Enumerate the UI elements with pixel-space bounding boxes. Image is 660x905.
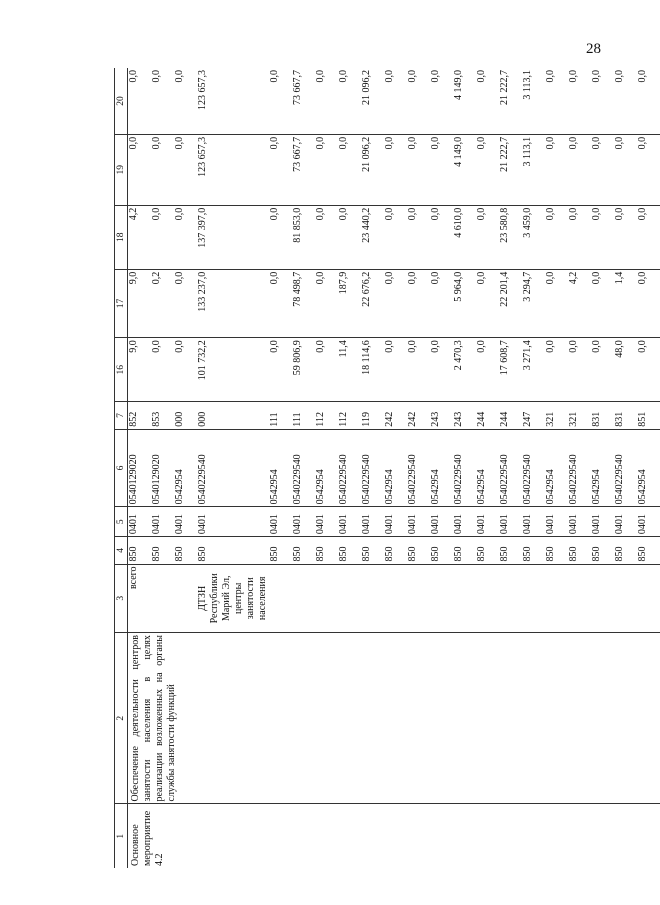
executor-cell bbox=[269, 564, 292, 633]
cell-c7: 111 bbox=[292, 402, 315, 429]
cell-c16: 48,0 bbox=[614, 338, 637, 402]
cell-c20: 0,0 bbox=[338, 68, 361, 134]
cell-c16: 11,4 bbox=[338, 338, 361, 402]
cell-c5: 0401 bbox=[407, 507, 430, 537]
cell-c17: 187,9 bbox=[338, 269, 361, 338]
cell-c17: 0,0 bbox=[430, 269, 453, 338]
executor-cell bbox=[338, 564, 361, 633]
cell-c16: 0,0 bbox=[269, 338, 292, 402]
executor-cell bbox=[128, 564, 152, 633]
cell-c20: 0,0 bbox=[174, 68, 197, 134]
cell-c5: 0401 bbox=[128, 507, 152, 537]
cell-c6: 0542954 bbox=[545, 429, 568, 507]
cell-c16: 0,0 bbox=[174, 338, 197, 402]
column-header: 7 bbox=[115, 402, 128, 429]
column-header: 6 bbox=[115, 429, 128, 507]
cell-c19: 0,0 bbox=[338, 134, 361, 205]
cell-c6: 0540229540 bbox=[338, 429, 361, 507]
cell-c4: 850 bbox=[384, 537, 407, 564]
cell-c17: 0,0 bbox=[384, 269, 407, 338]
cell-c6: 0542954 bbox=[174, 429, 197, 507]
executor-cell bbox=[499, 564, 522, 633]
cell-c16: 0,0 bbox=[151, 338, 174, 402]
cell-c16: 0,0 bbox=[315, 338, 338, 402]
cell-c4: 850 bbox=[128, 537, 152, 564]
cell-c4: 850 bbox=[430, 537, 453, 564]
cell-c19: 0,0 bbox=[407, 134, 430, 205]
cell-c7: 243 bbox=[453, 402, 476, 429]
cell-c5: 0401 bbox=[151, 507, 174, 537]
cell-c5: 0401 bbox=[269, 507, 292, 537]
cell-c4: 850 bbox=[151, 537, 174, 564]
cell-c4: 850 bbox=[292, 537, 315, 564]
cell-c4: 850 bbox=[545, 537, 568, 564]
cell-c18: 0,0 bbox=[476, 205, 499, 269]
cell-c19: 0,0 bbox=[430, 134, 453, 205]
cell-c17: 5 964,0 bbox=[453, 269, 476, 338]
cell-c16: 0,0 bbox=[568, 338, 591, 402]
cell-c4: 850 bbox=[315, 537, 338, 564]
column-header: 17 bbox=[115, 269, 128, 338]
cell-c20: 0,0 bbox=[407, 68, 430, 134]
cell-c17: 0,2 bbox=[151, 269, 174, 338]
cell-c17: 1,4 bbox=[614, 269, 637, 338]
executor-cell bbox=[384, 564, 407, 633]
cell-c16: 0,0 bbox=[545, 338, 568, 402]
cell-c16: 101 732,2 bbox=[197, 338, 269, 402]
cell-c19: 0,0 bbox=[614, 134, 637, 205]
cell-c6: 0540229540 bbox=[361, 429, 384, 507]
cell-c18: 0,0 bbox=[614, 205, 637, 269]
cell-c6: 0542954 bbox=[430, 429, 453, 507]
cell-c4: 850 bbox=[568, 537, 591, 564]
cell-c7: 242 bbox=[384, 402, 407, 429]
cell-c5: 0401 bbox=[568, 507, 591, 537]
cell-c20: 0,0 bbox=[545, 68, 568, 134]
cell-c7: 111 bbox=[269, 402, 292, 429]
executor-cell bbox=[430, 564, 453, 633]
column-header: 19 bbox=[115, 134, 128, 205]
column-number-row bbox=[115, 68, 128, 868]
column-header: 1 bbox=[115, 804, 128, 868]
cell-c7: 853 bbox=[151, 402, 174, 429]
column-header: 2 bbox=[115, 633, 128, 804]
cell-c17: 0,0 bbox=[407, 269, 430, 338]
cell-c5: 0401 bbox=[197, 507, 269, 537]
cell-c7: 000 bbox=[197, 402, 269, 429]
cell-c19: 73 667,7 bbox=[292, 134, 315, 205]
cell-c18: 0,0 bbox=[384, 205, 407, 269]
cell-c6: 0540129020 bbox=[128, 429, 152, 507]
cell-c20: 21 096,2 bbox=[361, 68, 384, 134]
executor-cell bbox=[407, 564, 430, 633]
cell-c18: 0,0 bbox=[151, 205, 174, 269]
cell-c5: 0401 bbox=[545, 507, 568, 537]
cell-c18: 4,2 bbox=[128, 205, 152, 269]
cell-c17: 4,2 bbox=[568, 269, 591, 338]
measure-title-cell bbox=[128, 633, 660, 804]
column-header: 16 bbox=[115, 338, 128, 402]
cell-c16: 59 806,9 bbox=[292, 338, 315, 402]
cell-c19: 123 657,3 bbox=[197, 134, 269, 205]
cell-c5: 0401 bbox=[499, 507, 522, 537]
cell-c19: 0,0 bbox=[151, 134, 174, 205]
cell-c5: 0401 bbox=[637, 507, 660, 537]
cell-c6: 0542954 bbox=[384, 429, 407, 507]
executor-cell bbox=[315, 564, 338, 633]
cell-c4: 850 bbox=[591, 537, 614, 564]
cell-c6: 0540229540 bbox=[499, 429, 522, 507]
executor-cell bbox=[453, 564, 476, 633]
cell-c16: 0,0 bbox=[384, 338, 407, 402]
budget-table bbox=[114, 68, 660, 868]
cell-c18: 23 440,2 bbox=[361, 205, 384, 269]
cell-c18: 3 459,0 bbox=[522, 205, 545, 269]
cell-c4: 850 bbox=[614, 537, 637, 564]
page-number: 28 bbox=[586, 41, 601, 57]
cell-c19: 0,0 bbox=[545, 134, 568, 205]
executor-cell bbox=[292, 564, 315, 633]
cell-c20: 123 657,3 bbox=[197, 68, 269, 134]
cell-c6: 0540229540 bbox=[614, 429, 637, 507]
cell-c16: 3 271,4 bbox=[522, 338, 545, 402]
cell-c7: 243 bbox=[430, 402, 453, 429]
executor-cell bbox=[637, 564, 660, 633]
measure-label: Основное мероприятие 4.2 bbox=[130, 810, 165, 866]
cell-c20: 73 667,7 bbox=[292, 68, 315, 134]
cell-c7: 242 bbox=[407, 402, 430, 429]
cell-c6: 0540129020 bbox=[151, 429, 174, 507]
cell-c16: 9,0 bbox=[128, 338, 152, 402]
cell-c18: 0,0 bbox=[591, 205, 614, 269]
cell-c19: 4 149,0 bbox=[453, 134, 476, 205]
cell-c7: 321 bbox=[545, 402, 568, 429]
cell-c20: 0,0 bbox=[151, 68, 174, 134]
cell-c4: 850 bbox=[407, 537, 430, 564]
executor-cell bbox=[614, 564, 637, 633]
cell-c17: 0,0 bbox=[315, 269, 338, 338]
cell-c20: 0,0 bbox=[476, 68, 499, 134]
cell-c18: 0,0 bbox=[430, 205, 453, 269]
cell-c19: 21 096,2 bbox=[361, 134, 384, 205]
cell-c6: 0540229540 bbox=[522, 429, 545, 507]
cell-c20: 21 222,7 bbox=[499, 68, 522, 134]
cell-c18: 81 853,0 bbox=[292, 205, 315, 269]
cell-c20: 0,0 bbox=[269, 68, 292, 134]
cell-c18: 0,0 bbox=[174, 205, 197, 269]
cell-c16: 18 114,6 bbox=[361, 338, 384, 402]
cell-c18: 4 610,0 bbox=[453, 205, 476, 269]
cell-c6: 0540229540 bbox=[292, 429, 315, 507]
cell-c6: 0542954 bbox=[269, 429, 292, 507]
cell-c20: 0,0 bbox=[591, 68, 614, 134]
cell-c19: 0,0 bbox=[637, 134, 660, 205]
cell-c7: 831 bbox=[614, 402, 637, 429]
cell-c19: 0,0 bbox=[174, 134, 197, 205]
cell-c20: 4 149,0 bbox=[453, 68, 476, 134]
cell-c5: 0401 bbox=[315, 507, 338, 537]
cell-c7: 851 bbox=[637, 402, 660, 429]
cell-c19: 0,0 bbox=[128, 134, 152, 205]
cell-c20: 3 113,1 bbox=[522, 68, 545, 134]
cell-c7: 247 bbox=[522, 402, 545, 429]
cell-c18: 0,0 bbox=[269, 205, 292, 269]
cell-c7: 119 bbox=[361, 402, 384, 429]
cell-c4: 850 bbox=[476, 537, 499, 564]
cell-c7: 244 bbox=[476, 402, 499, 429]
cell-c6: 0540229540 bbox=[197, 429, 269, 507]
cell-c18: 0,0 bbox=[407, 205, 430, 269]
cell-c7: 321 bbox=[568, 402, 591, 429]
column-header: 3 bbox=[115, 564, 128, 633]
cell-c5: 0401 bbox=[453, 507, 476, 537]
cell-c19: 3 113,1 bbox=[522, 134, 545, 205]
cell-c16: 17 608,7 bbox=[499, 338, 522, 402]
cell-c6: 0542954 bbox=[591, 429, 614, 507]
table-body bbox=[115, 68, 660, 868]
cell-c5: 0401 bbox=[591, 507, 614, 537]
cell-c20: 0,0 bbox=[568, 68, 591, 134]
cell-c6: 0542954 bbox=[476, 429, 499, 507]
cell-c20: 0,0 bbox=[315, 68, 338, 134]
executor-cell bbox=[476, 564, 499, 633]
cell-c16: 0,0 bbox=[591, 338, 614, 402]
cell-c20: 0,0 bbox=[430, 68, 453, 134]
executor-cell bbox=[197, 564, 269, 633]
column-header: 5 bbox=[115, 507, 128, 537]
executor-cell bbox=[545, 564, 568, 633]
cell-c7: 852 bbox=[128, 402, 152, 429]
executor-cell bbox=[151, 564, 174, 633]
cell-c5: 0401 bbox=[174, 507, 197, 537]
cell-c18: 137 397,0 bbox=[197, 205, 269, 269]
cell-c4: 850 bbox=[338, 537, 361, 564]
cell-c17: 3 294,7 bbox=[522, 269, 545, 338]
cell-c4: 850 bbox=[361, 537, 384, 564]
cell-c4: 850 bbox=[269, 537, 292, 564]
cell-c17: 0,0 bbox=[591, 269, 614, 338]
cell-c4: 850 bbox=[197, 537, 269, 564]
cell-c6: 0540229540 bbox=[453, 429, 476, 507]
cell-c17: 0,0 bbox=[269, 269, 292, 338]
cell-c4: 850 bbox=[499, 537, 522, 564]
executor-label: ДТЗН Республики Марий Эл, центры занятости населения bbox=[197, 573, 268, 624]
cell-c18: 23 580,8 bbox=[499, 205, 522, 269]
cell-c17: 22 676,2 bbox=[361, 269, 384, 338]
cell-c18: 0,0 bbox=[637, 205, 660, 269]
cell-c5: 0401 bbox=[522, 507, 545, 537]
cell-c18: 0,0 bbox=[568, 205, 591, 269]
cell-c5: 0401 bbox=[430, 507, 453, 537]
cell-c18: 0,0 bbox=[545, 205, 568, 269]
cell-c19: 0,0 bbox=[591, 134, 614, 205]
cell-c6: 0540229540 bbox=[407, 429, 430, 507]
cell-c18: 0,0 bbox=[338, 205, 361, 269]
cell-c17: 0,0 bbox=[545, 269, 568, 338]
cell-c5: 0401 bbox=[384, 507, 407, 537]
cell-c17: 0,0 bbox=[637, 269, 660, 338]
cell-c7: 112 bbox=[338, 402, 361, 429]
cell-c7: 244 bbox=[499, 402, 522, 429]
executor-cell bbox=[361, 564, 384, 633]
executor-cell bbox=[568, 564, 591, 633]
cell-c20: 0,0 bbox=[637, 68, 660, 134]
cell-c19: 21 222,7 bbox=[499, 134, 522, 205]
executor-cell bbox=[174, 564, 197, 633]
cell-c19: 0,0 bbox=[384, 134, 407, 205]
cell-c6: 0542954 bbox=[315, 429, 338, 507]
measure-title: Обеспечение деятельности центров занятости населения в целях реализации возложенных на органы службы занятости функций bbox=[130, 635, 177, 802]
column-header: 18 bbox=[115, 205, 128, 269]
executor-cell bbox=[591, 564, 614, 633]
cell-c17: 0,0 bbox=[476, 269, 499, 338]
cell-c16: 0,0 bbox=[430, 338, 453, 402]
cell-c17: 0,0 bbox=[174, 269, 197, 338]
cell-c20: 0,0 bbox=[128, 68, 152, 134]
cell-c5: 0401 bbox=[292, 507, 315, 537]
cell-c4: 850 bbox=[453, 537, 476, 564]
cell-c4: 850 bbox=[522, 537, 545, 564]
cell-c16: 0,0 bbox=[637, 338, 660, 402]
cell-c20: 0,0 bbox=[614, 68, 637, 134]
cell-c5: 0401 bbox=[361, 507, 384, 537]
cell-c4: 850 bbox=[174, 537, 197, 564]
executor-cell bbox=[522, 564, 545, 633]
cell-c5: 0401 bbox=[476, 507, 499, 537]
cell-c17: 22 201,4 bbox=[499, 269, 522, 338]
cell-c19: 0,0 bbox=[315, 134, 338, 205]
cell-c18: 0,0 bbox=[315, 205, 338, 269]
cell-c17: 78 498,7 bbox=[292, 269, 315, 338]
cell-c7: 831 bbox=[591, 402, 614, 429]
cell-c5: 0401 bbox=[614, 507, 637, 537]
cell-c16: 2 470,3 bbox=[453, 338, 476, 402]
cell-c17: 133 237,0 bbox=[197, 269, 269, 338]
cell-c7: 112 bbox=[315, 402, 338, 429]
measure-label-cell bbox=[128, 804, 660, 868]
cell-c6: 0542954 bbox=[637, 429, 660, 507]
cell-c4: 850 bbox=[637, 537, 660, 564]
cell-c16: 0,0 bbox=[476, 338, 499, 402]
cell-c16: 0,0 bbox=[407, 338, 430, 402]
cell-c7: 000 bbox=[174, 402, 197, 429]
cell-c19: 0,0 bbox=[568, 134, 591, 205]
rotated-table-container bbox=[114, 68, 648, 868]
cell-c6: 0540229540 bbox=[568, 429, 591, 507]
column-header: 4 bbox=[115, 537, 128, 564]
cell-c20: 0,0 bbox=[384, 68, 407, 134]
cell-c19: 0,0 bbox=[476, 134, 499, 205]
column-header: 20 bbox=[115, 68, 128, 134]
table-row bbox=[128, 68, 152, 868]
cell-c17: 9,0 bbox=[128, 269, 152, 338]
cell-c19: 0,0 bbox=[269, 134, 292, 205]
total-label: всего bbox=[128, 566, 139, 590]
cell-c5: 0401 bbox=[338, 507, 361, 537]
